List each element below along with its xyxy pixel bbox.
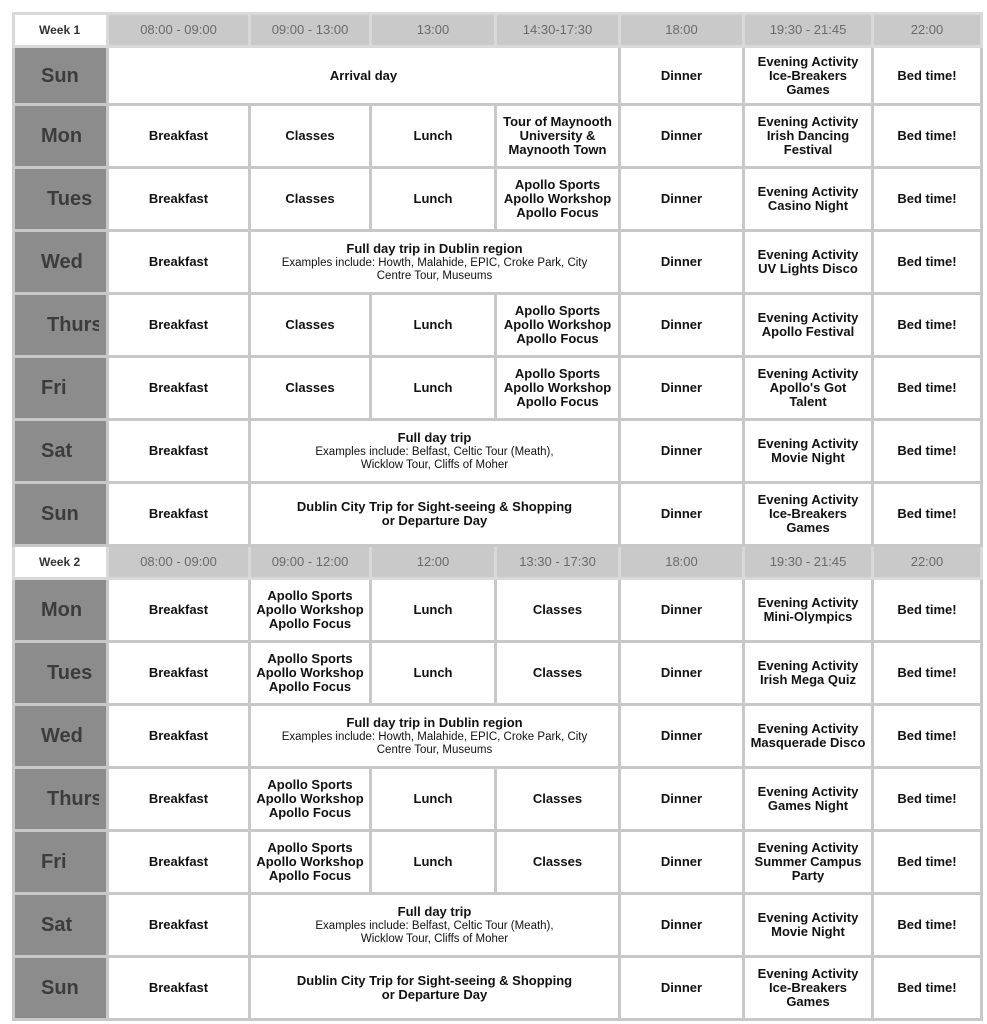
time-header: 18:00 bbox=[620, 14, 744, 47]
lunch-cell: Lunch bbox=[371, 579, 496, 642]
evening-cell: Evening Activity Movie Night bbox=[744, 420, 873, 483]
bedtime-cell: Bed time! bbox=[873, 294, 982, 357]
trip-cell: Full day trip Examples include: Belfast, Celtic Tour (Meath), Wicklow Tour, Cliffs of Moher bbox=[250, 894, 620, 957]
week-label: Week 2 bbox=[14, 546, 108, 579]
breakfast-cell: Breakfast bbox=[108, 357, 250, 420]
breakfast-cell: Breakfast bbox=[108, 768, 250, 831]
dinner-cell: Dinner bbox=[620, 294, 744, 357]
afternoon-cell: Tour of Maynooth University & Maynooth Town bbox=[496, 105, 620, 168]
time-header: 14:30-17:30 bbox=[496, 14, 620, 47]
evening-cell: Evening Activity Ice-Breakers Games bbox=[744, 47, 873, 105]
trip-cell: Full day trip Examples include: Belfast, Celtic Tour (Meath), Wicklow Tour, Cliffs of Moher bbox=[250, 420, 620, 483]
trip-cell: Full day trip in Dublin region Examples include: Howth, Malahide, EPIC, Croke Park, City Centre Tour, Museums bbox=[250, 231, 620, 294]
day-label: Tues bbox=[14, 168, 108, 231]
day-label: Wed bbox=[14, 231, 108, 294]
bedtime-cell: Bed time! bbox=[873, 105, 982, 168]
breakfast-cell: Breakfast bbox=[108, 105, 250, 168]
breakfast-cell: Breakfast bbox=[108, 579, 250, 642]
bedtime-cell: Bed time! bbox=[873, 483, 982, 546]
evening-cell: Evening Activity Masquerade Disco bbox=[744, 705, 873, 768]
bedtime-cell: Bed time! bbox=[873, 47, 982, 105]
breakfast-cell: Breakfast bbox=[108, 705, 250, 768]
dinner-cell: Dinner bbox=[620, 768, 744, 831]
breakfast-cell: Breakfast bbox=[108, 168, 250, 231]
table-row bbox=[14, 831, 982, 894]
morning-cell: Apollo Sports Apollo Workshop Apollo Focus bbox=[250, 768, 371, 831]
evening-cell: Evening Activity Casino Night bbox=[744, 168, 873, 231]
evening-cell: Evening Activity Apollo's Got Talent bbox=[744, 357, 873, 420]
evening-cell: Evening Activity Games Night bbox=[744, 768, 873, 831]
bedtime-cell: Bed time! bbox=[873, 894, 982, 957]
breakfast-cell: Breakfast bbox=[108, 231, 250, 294]
day-label: Thurs bbox=[14, 294, 108, 357]
time-header: 13:00 bbox=[371, 14, 496, 47]
trip-cell: Full day trip in Dublin region Examples include: Howth, Malahide, EPIC, Croke Park, City Centre Tour, Museums bbox=[250, 705, 620, 768]
time-header: 22:00 bbox=[873, 14, 982, 47]
classes-cell: Classes bbox=[250, 294, 371, 357]
bedtime-cell: Bed time! bbox=[873, 579, 982, 642]
evening-cell: Evening Activity Movie Night bbox=[744, 894, 873, 957]
morning-cell: Apollo Sports Apollo Workshop Apollo Focus bbox=[250, 579, 371, 642]
classes-cell: Classes bbox=[496, 642, 620, 705]
evening-cell: Evening Activity Irish Dancing Festival bbox=[744, 105, 873, 168]
classes-cell: Classes bbox=[496, 579, 620, 642]
bedtime-cell: Bed time! bbox=[873, 357, 982, 420]
time-header: 09:00 - 13:00 bbox=[250, 14, 371, 47]
table-row bbox=[14, 483, 982, 546]
classes-cell: Classes bbox=[250, 357, 371, 420]
dinner-cell: Dinner bbox=[620, 47, 744, 105]
bedtime-cell: Bed time! bbox=[873, 705, 982, 768]
time-header: 09:00 - 12:00 bbox=[250, 546, 371, 579]
afternoon-cell: Apollo Sports Apollo Workshop Apollo Focus bbox=[496, 294, 620, 357]
dinner-cell: Dinner bbox=[620, 168, 744, 231]
table-row bbox=[14, 705, 982, 768]
classes-cell: Classes bbox=[496, 831, 620, 894]
day-label: Sun bbox=[14, 47, 108, 105]
table-row bbox=[14, 105, 982, 168]
table-row bbox=[14, 357, 982, 420]
breakfast-cell: Breakfast bbox=[108, 420, 250, 483]
table-row bbox=[14, 168, 982, 231]
bedtime-cell: Bed time! bbox=[873, 420, 982, 483]
evening-cell: Evening Activity Irish Mega Quiz bbox=[744, 642, 873, 705]
dinner-cell: Dinner bbox=[620, 231, 744, 294]
time-header: 13:30 - 17:30 bbox=[496, 546, 620, 579]
bedtime-cell: Bed time! bbox=[873, 768, 982, 831]
classes-cell: Classes bbox=[496, 768, 620, 831]
time-header: 19:30 - 21:45 bbox=[744, 14, 873, 47]
day-label: Thurs bbox=[14, 768, 108, 831]
breakfast-cell: Breakfast bbox=[108, 957, 250, 1020]
time-header: 08:00 - 09:00 bbox=[108, 14, 250, 47]
table-row bbox=[14, 294, 982, 357]
bedtime-cell: Bed time! bbox=[873, 168, 982, 231]
breakfast-cell: Breakfast bbox=[108, 483, 250, 546]
lunch-cell: Lunch bbox=[371, 831, 496, 894]
table-row bbox=[14, 768, 982, 831]
table-row bbox=[14, 579, 982, 642]
evening-cell: Evening Activity Ice-Breakers Games bbox=[744, 483, 873, 546]
week2-header-row bbox=[14, 546, 982, 579]
classes-cell: Classes bbox=[250, 168, 371, 231]
evening-cell: Evening Activity UV Lights Disco bbox=[744, 231, 873, 294]
bedtime-cell: Bed time! bbox=[873, 957, 982, 1020]
trip-cell: Dublin City Trip for Sight-seeing & Shopping or Departure Day bbox=[250, 483, 620, 546]
lunch-cell: Lunch bbox=[371, 768, 496, 831]
classes-cell: Classes bbox=[250, 105, 371, 168]
day-label: Fri bbox=[14, 831, 108, 894]
lunch-cell: Lunch bbox=[371, 294, 496, 357]
lunch-cell: Lunch bbox=[371, 642, 496, 705]
breakfast-cell: Breakfast bbox=[108, 894, 250, 957]
lunch-cell: Lunch bbox=[371, 357, 496, 420]
lunch-cell: Lunch bbox=[371, 105, 496, 168]
week-label: Week 1 bbox=[14, 14, 108, 47]
schedule-table bbox=[12, 12, 983, 1021]
table-row bbox=[14, 47, 982, 105]
evening-cell: Evening Activity Ice-Breakers Games bbox=[744, 957, 873, 1020]
dinner-cell: Dinner bbox=[620, 894, 744, 957]
evening-cell: Evening Activity Apollo Festival bbox=[744, 294, 873, 357]
evening-cell: Evening Activity Mini-Olympics bbox=[744, 579, 873, 642]
dinner-cell: Dinner bbox=[620, 105, 744, 168]
dinner-cell: Dinner bbox=[620, 957, 744, 1020]
table-row bbox=[14, 231, 982, 294]
morning-cell: Apollo Sports Apollo Workshop Apollo Focus bbox=[250, 831, 371, 894]
dinner-cell: Dinner bbox=[620, 357, 744, 420]
breakfast-cell: Breakfast bbox=[108, 642, 250, 705]
week1-header-row bbox=[14, 14, 982, 47]
dinner-cell: Dinner bbox=[620, 831, 744, 894]
time-header: 18:00 bbox=[620, 546, 744, 579]
day-label: Fri bbox=[14, 357, 108, 420]
bedtime-cell: Bed time! bbox=[873, 831, 982, 894]
time-header: 12:00 bbox=[371, 546, 496, 579]
breakfast-cell: Breakfast bbox=[108, 831, 250, 894]
day-label: Mon bbox=[14, 579, 108, 642]
table-row bbox=[14, 420, 982, 483]
day-label: Sat bbox=[14, 894, 108, 957]
afternoon-cell: Apollo Sports Apollo Workshop Apollo Focus bbox=[496, 168, 620, 231]
time-header: 19:30 - 21:45 bbox=[744, 546, 873, 579]
time-header: 22:00 bbox=[873, 546, 982, 579]
day-label: Wed bbox=[14, 705, 108, 768]
morning-cell: Apollo Sports Apollo Workshop Apollo Focus bbox=[250, 642, 371, 705]
bedtime-cell: Bed time! bbox=[873, 231, 982, 294]
dinner-cell: Dinner bbox=[620, 420, 744, 483]
table-row bbox=[14, 957, 982, 1020]
dinner-cell: Dinner bbox=[620, 642, 744, 705]
dinner-cell: Dinner bbox=[620, 483, 744, 546]
day-label: Sat bbox=[14, 420, 108, 483]
dinner-cell: Dinner bbox=[620, 705, 744, 768]
day-label: Mon bbox=[14, 105, 108, 168]
dinner-cell: Dinner bbox=[620, 579, 744, 642]
breakfast-cell: Breakfast bbox=[108, 294, 250, 357]
day-label: Sun bbox=[14, 957, 108, 1020]
table-row bbox=[14, 894, 982, 957]
time-header: 08:00 - 09:00 bbox=[108, 546, 250, 579]
day-label: Sun bbox=[14, 483, 108, 546]
table-row bbox=[14, 642, 982, 705]
evening-cell: Evening Activity Summer Campus Party bbox=[744, 831, 873, 894]
afternoon-cell: Apollo Sports Apollo Workshop Apollo Focus bbox=[496, 357, 620, 420]
trip-cell: Dublin City Trip for Sight-seeing & Shopping or Departure Day bbox=[250, 957, 620, 1020]
day-label: Tues bbox=[14, 642, 108, 705]
bedtime-cell: Bed time! bbox=[873, 642, 982, 705]
arrival-cell: Arrival day bbox=[108, 47, 620, 105]
lunch-cell: Lunch bbox=[371, 168, 496, 231]
